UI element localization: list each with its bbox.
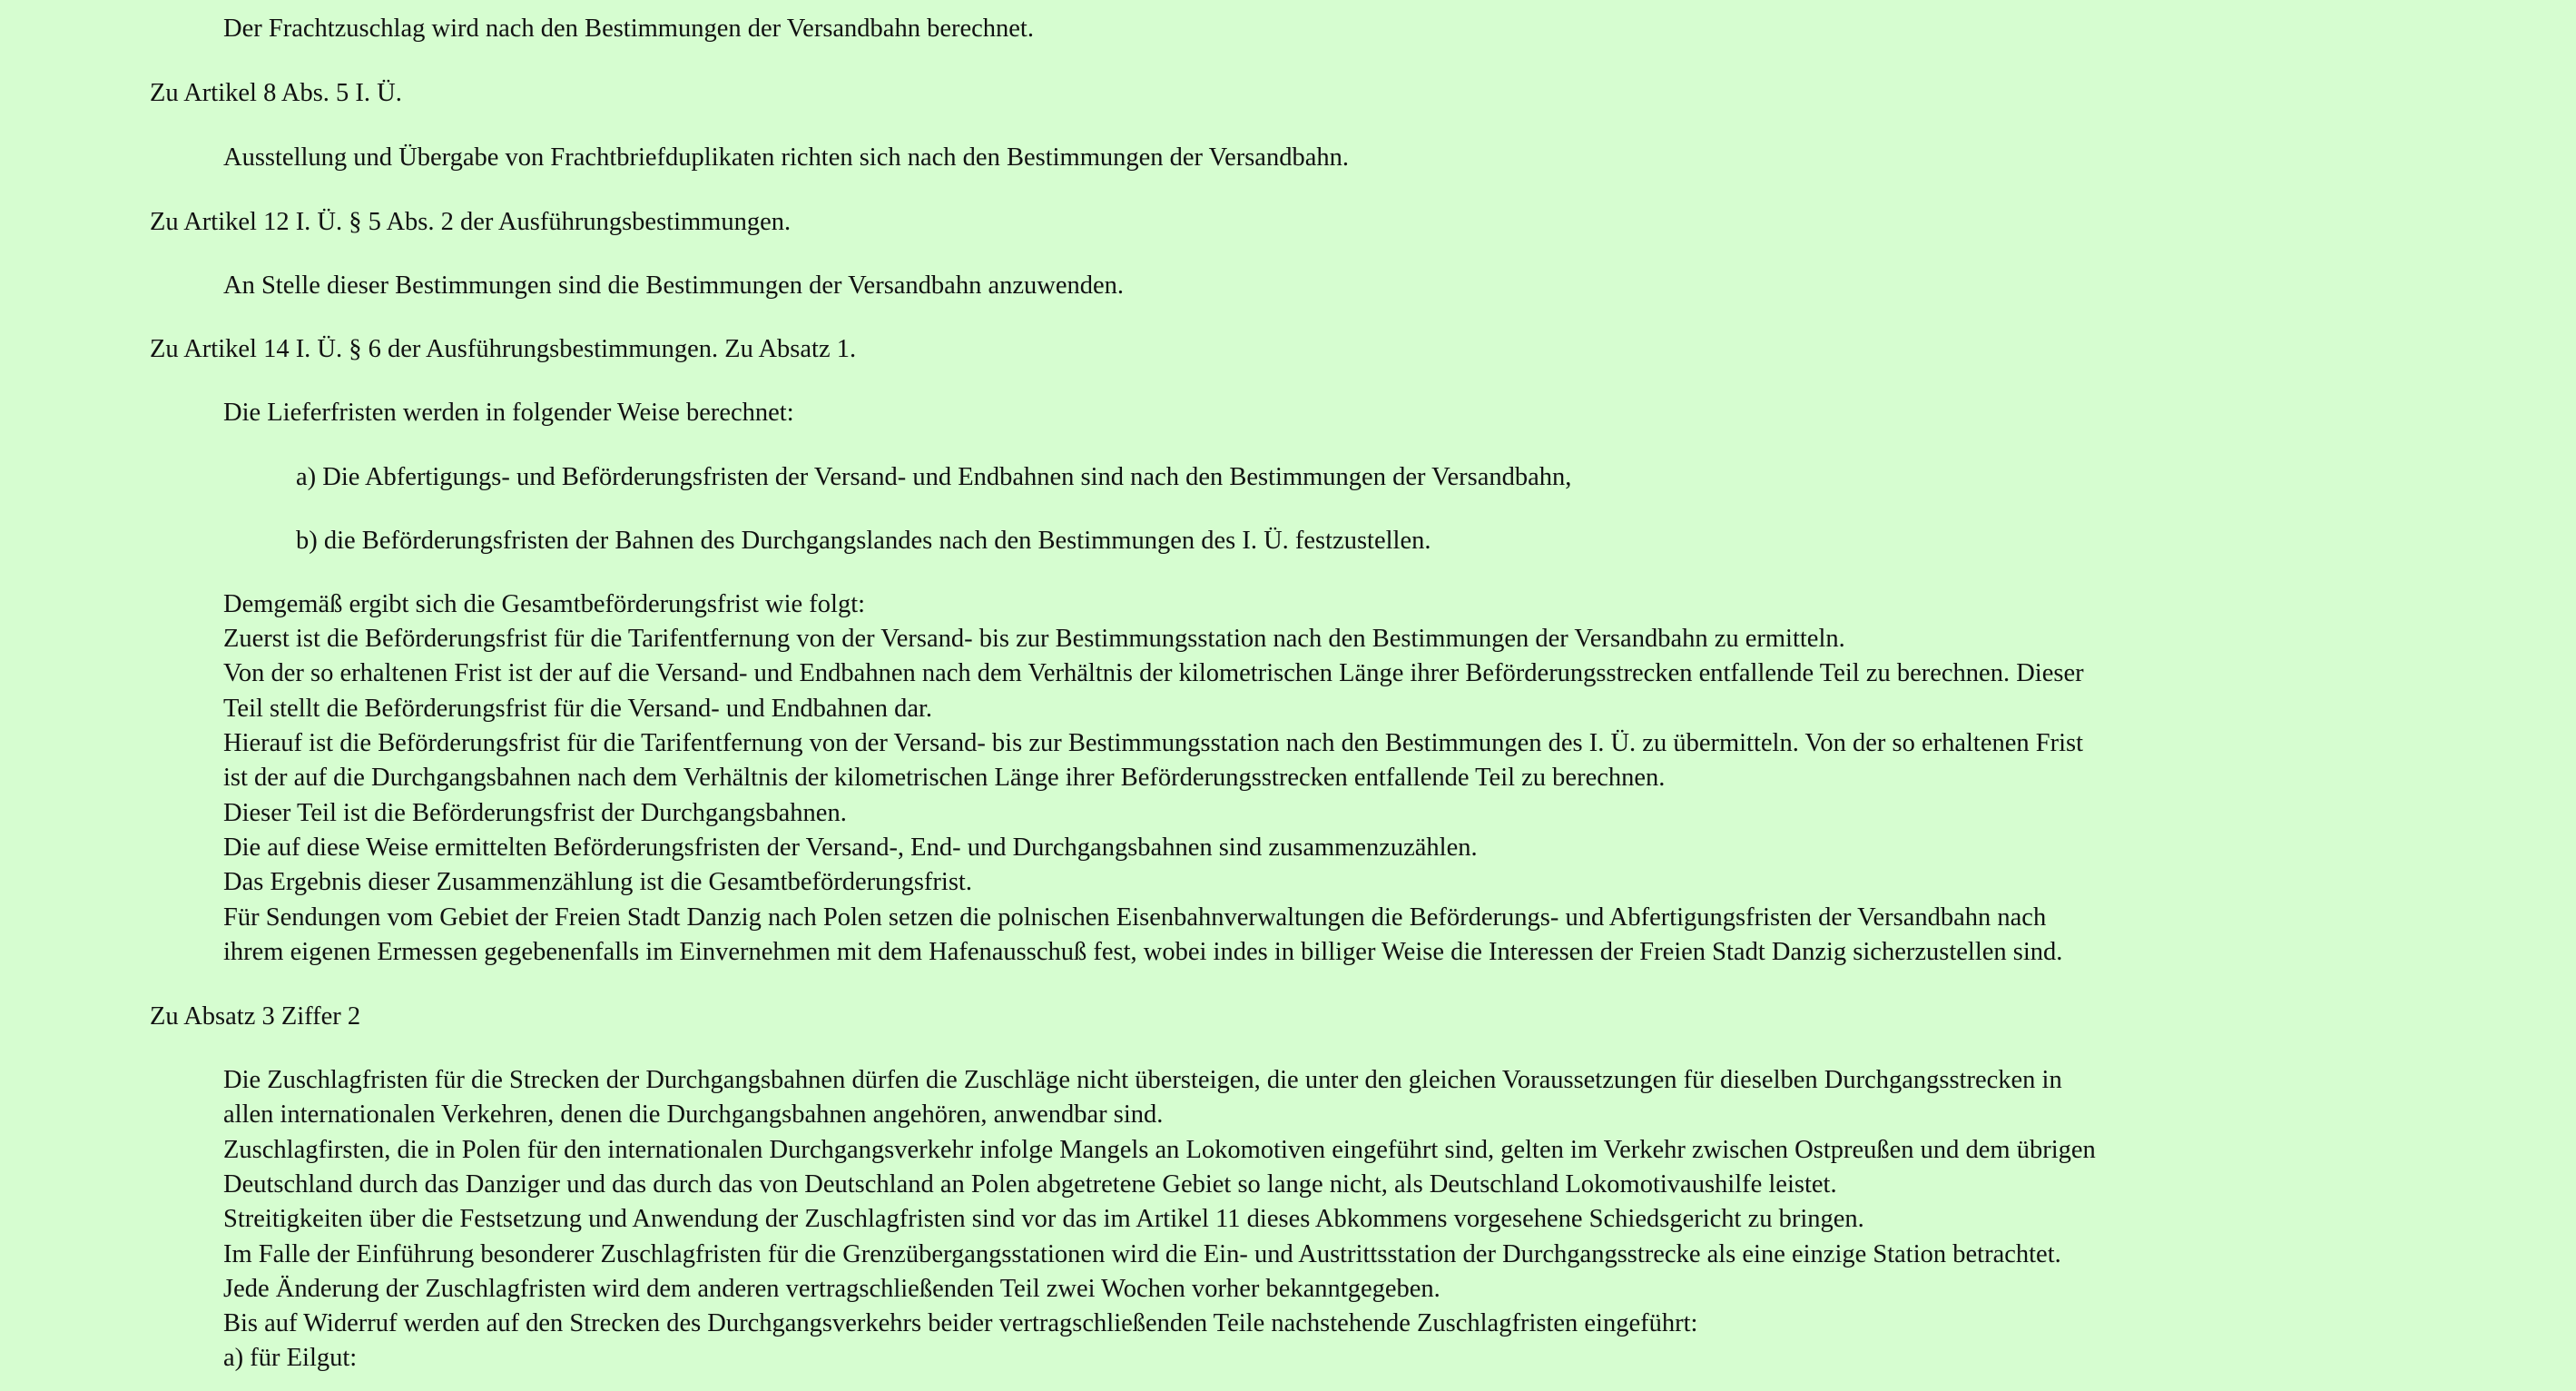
text-line: Demgemäß ergibt sich die Gesamtbeförderungsfrist wie folgt:: [223, 590, 866, 618]
text-line: ihrem eigenen Ermessen gegebenenfalls im Einvernehmen mit dem Hafenausschuß fest, wobei indes in billiger Weise die Interessen der Freien Stadt Danzig sicherzustellen sind.: [223, 938, 2063, 966]
text-line: Deutschland durch das Danziger und das durch das von Deutschland an Polen abgetretene Gebiet so lange nicht, als Deutschland Lokomotivaushilfe leistet.: [223, 1170, 1837, 1199]
text-line: Teil stellt die Beförderungsfrist für die Versand- und Endbahnen dar.: [223, 695, 933, 723]
text-line: Die auf diese Weise ermittelten Beförderungsfristen der Versand-, End- und Durchgangsbahnen sind zusammenzuzählen.: [223, 834, 1478, 862]
text-line: Von der so erhaltenen Frist ist der auf die Versand- und Endbahnen nach dem Verhältnis der kilometrischen Länge ihrer Beförderungsstrecken entfallende Teil zu berechnen. Dieser: [223, 659, 2084, 687]
list-item: b) die Beförderungsfristen der Bahnen des Durchgangslandes nach den Bestimmungen des I. Ü. festzustellen.: [296, 527, 1431, 555]
text-line: Streitigkeiten über die Festsetzung und Anwendung der Zuschlagfristen sind vor das im Artikel 11 dieses Abkommens vorgesehene Schiedsgericht zu bringen.: [223, 1205, 1864, 1233]
section-heading: Zu Artikel 12 I. Ü. § 5 Abs. 2 der Ausführungsbestimmungen.: [150, 208, 791, 236]
text-line: Der Frachtzuschlag wird nach den Bestimmungen der Versandbahn berechnet.: [223, 15, 1034, 43]
text-line: Ausstellung und Übergabe von Frachtbriefduplikaten richten sich nach den Bestimmungen der Versandbahn.: [223, 143, 1349, 172]
text-line: Die Lieferfristen werden in folgender Weise berechnet:: [223, 399, 794, 427]
text-line: Zuerst ist die Beförderungsfrist für die Tarifentfernung von der Versand- bis zur Bestimmungsstation nach den Bestimmungen der Versandbahn zu ermitteln.: [223, 625, 1845, 653]
text-line: a) für Eilgut:: [223, 1344, 358, 1372]
text-line: Bis auf Widerruf werden auf den Strecken des Durchgangsverkehrs beider vertragschließenden Teile nachstehende Zuschlagfristen eingeführt:: [223, 1309, 1698, 1337]
text-line: ist der auf die Durchgangsbahnen nach dem Verhältnis der kilometrischen Länge ihrer Beförderungsstrecken entfallende Teil zu berechnen.: [223, 764, 1666, 792]
text-line: Jede Änderung der Zuschlagfristen wird dem anderen vertragschließenden Teil zwei Wochen vorher bekanntgegeben.: [223, 1275, 1440, 1303]
text-line: An Stelle dieser Bestimmungen sind die Bestimmungen der Versandbahn anzuwenden.: [223, 271, 1125, 300]
section-heading: Zu Absatz 3 Ziffer 2: [150, 1002, 361, 1031]
text-line: Für Sendungen vom Gebiet der Freien Stadt Danzig nach Polen setzen die polnischen Eisenbahnverwaltungen die Beförderungs- und Abfertigungsfristen der Versandbahn nach: [223, 903, 2047, 932]
section-heading: Zu Artikel 14 I. Ü. § 6 der Ausführungsbestimmungen. Zu Absatz 1.: [150, 335, 857, 363]
text-line: Zuschlagfirsten, die in Polen für den internationalen Durchgangsverkehr infolge Mangels an Lokomotiven eingeführt sind, gelten im Verkehr zwischen Ostpreußen und dem übrigen: [223, 1136, 2096, 1164]
text-line: Die Zuschlagfristen für die Strecken der Durchgangsbahnen dürfen die Zuschläge nicht übersteigen, die unter den gleichen Voraussetzungen für dieselben Durchgangsstrecken in: [223, 1066, 2062, 1094]
text-line: Im Falle der Einführung besonderer Zuschlagfristen für die Grenzübergangsstationen wird die Ein- und Austrittsstation der Durchgangsstrecke als eine einzige Station betrachtet.: [223, 1240, 2061, 1268]
text-line: allen internationalen Verkehren, denen die Durchgangsbahnen angehören, anwendbar sind.: [223, 1100, 1164, 1129]
text-line: Das Ergebnis dieser Zusammenzählung ist die Gesamtbeförderungsfrist.: [223, 868, 972, 896]
list-item: a) Die Abfertigungs- und Beförderungsfristen der Versand- und Endbahnen sind nach den Bestimmungen der Versandbahn,: [296, 463, 1572, 491]
text-line: Dieser Teil ist die Beförderungsfrist der Durchgangsbahnen.: [223, 799, 847, 827]
text-line: Hierauf ist die Beförderungsfrist für die Tarifentfernung von der Versand- bis zur Bestimmungsstation nach den Bestimmungen des I. Ü. zu übermitteln. Von der so erhaltenen Frist: [223, 729, 2084, 757]
section-heading: Zu Artikel 8 Abs. 5 I. Ü.: [150, 79, 402, 107]
